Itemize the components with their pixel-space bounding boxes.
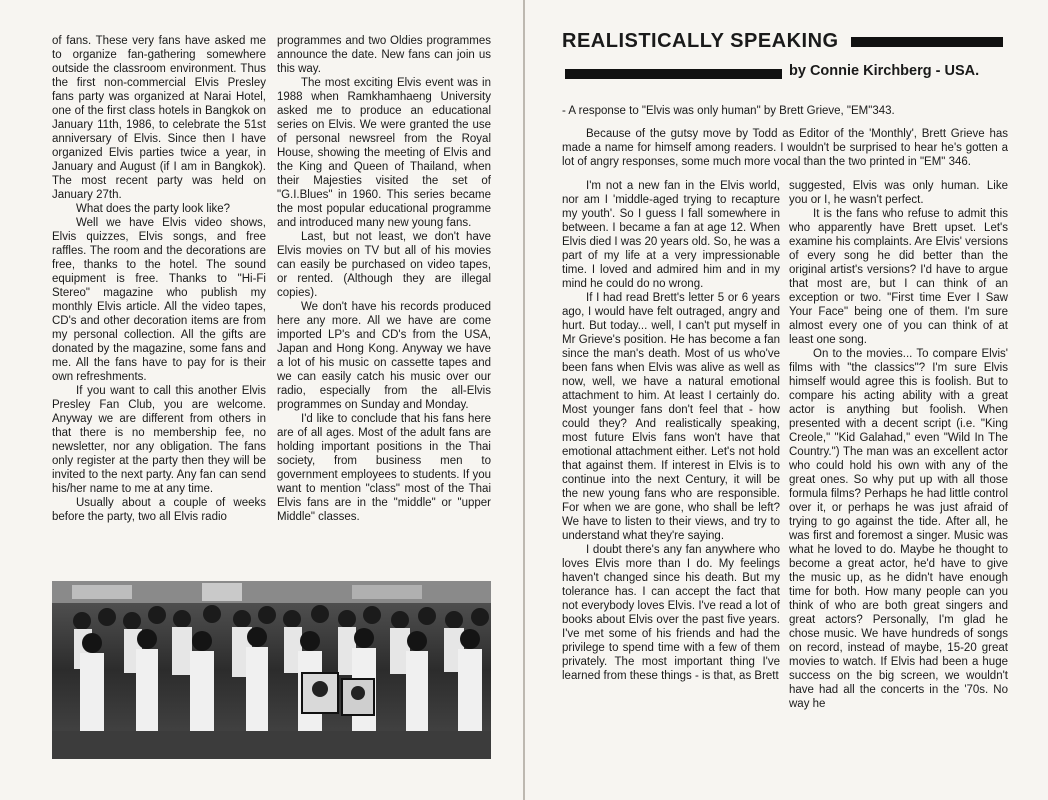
- paragraph: What does the party look like?: [76, 203, 231, 215]
- article-intro: - A response to "Elvis was only human" by Brett Grieve, "EM"343.: [562, 105, 895, 117]
- paragraph: suggested, Elvis was only human. Like you or I, he wasn't perfect.: [789, 180, 1008, 206]
- paragraph: If I had read Brett's letter 5 or 6 years ago, I would have felt outraged, angry and hurt. But today... well, I can't put myself in Mr Grieve's position. He has become a fan since the man's death. Most of us who've been fans when Elvis was alive as well as now, well, we have a natural emotional attachment to him. At least I certainly do. Most younger fans don't feel that - how could they? And realistically speaking, most future Elvis fans won't have that emotional attachment either. Let's not hold that against them. If interest in Elvis is to continue into the next Century, it will be the new young fans who are responsible. For when we are gone, who shall be left? We have to listen to their views, and try to understand what they're saying.: [562, 292, 780, 542]
- paragraph: Last, but not least, we don't have Elvis movies on TV but all of his movies can easily be purchased on video tapes, or rented. (Although they are illegal copies).: [277, 231, 491, 299]
- paragraph: We don't have his records produced here any more. All we have are come imported LP's and CD's from the USA, Japan and Hong Kong. Anyway we have a lot of his music on cassette tapes and we can easily catch his music over our radio, especially from the all-Elvis programmes on Sunday and Monday.: [277, 301, 491, 411]
- byline-rule: [565, 69, 782, 79]
- paragraph: Well we have Elvis video shows, Elvis quizzes, Elvis songs, and free raffles. The room and the decorations are free, thanks to the hotel. The sound equipment is free. Thanks to "Hi-Fi Stereo" magazine who publish my monthly Elvis article. All the video tapes, CD's and other decoration items are from my personal collection. All the gifts are donated by the magazine, some fans and me. All the fans have to pay for is their own refreshments.: [52, 217, 266, 383]
- paragraph: Usually about a couple of weeks before the party, two all Elvis radio: [52, 497, 266, 523]
- paragraph: of fans. These very fans have asked me to organize fan-gathering somewhere outside the classroom environment. Thus the first non-commercial Elvis Presley fans party was organized at Narai Hotel, one of the first class hotels in Bangkok on January 11th, 1986, to celebrate the 51st anniversary of Elvis. Since then I have organized Elvis parties twice a year, in January and August (if I am in Bangkok). The most recent party was held on January 27th.: [52, 35, 266, 201]
- title-rule: [851, 37, 1003, 47]
- paragraph: If you want to call this another Elvis Presley Fan Club, you are welcome. Anyway we are different from others in that there is no membership fee, no newsletter, nor any obligation. The fans only register at the party then they will be invited to the next party. Any fan can send his/her name to me at any time.: [52, 385, 266, 495]
- right-column-1: [562, 179, 780, 683]
- article-byline: by Connie Kirchberg - USA.: [789, 63, 980, 79]
- paragraph: I'm not a new fan in the Elvis world, nor am I 'middle-aged trying to recapture my youth'. So I guess I fall somewhere in between. I became a fan at age 12. When Elvis died I was 20 years old. So, he was a part of my life at a very impressionable time. I loved and admired him and in my mind he could do no wrong.: [562, 180, 780, 290]
- paragraph: It is the fans who refuse to admit this who apparently have Brett upset. Let's examine his complaints. Are Elvis' versions of every song he did better than the original artist's versions? I'd have to argue that most are, but I can think of an exception or two. "First time Ever I Saw Your Face" being one of them. I'm sure almost every one of you can think of at least one song.: [789, 208, 1008, 346]
- article-lead: Because of the gutsy move by Todd as Editor of the 'Monthly', Brett Grieve has made a name for himself among readers. I wouldn't be surprised to hear he's gotten a lot of angry responses, some much more vocal than the two printed in "EM" 346.: [562, 128, 1008, 168]
- paragraph: programmes and two Oldies programmes announce the date. New fans can join us this way.: [277, 35, 491, 75]
- paragraph: The most exciting Elvis event was in 1988 when Ramkhamhaeng University asked me to produce an educational series on Elvis. We were granted the use of personal newsreel from the Royal House, showing the meeting of Elvis and the King and Queen of Thailand, when their Majesties visited the set of "G.I.Blues" in 1960. This series became the most popular educational programme and introduced many new young fans.: [277, 77, 491, 229]
- paragraph: I'd like to conclude that his fans here are of all ages. Most of the adult fans are holding important positions in the Thai society, from business men to government employees to students. If you want to mention "class" most of the Thai Elvis fans are in the "middle" or "upper Middle" classes.: [277, 413, 491, 523]
- paragraph: On to the movies... To compare Elvis' films with "the classics"? I'm sure Elvis himself would agree this is foolish. But to compare his acting ability with a great actor is anything but foolish. When presented with a decent script (i.e. "King Creole," "Kid Galahad," even "Wild In The Country.") The man was an excellent actor who could hold his own with any of the great ones. So why put up with all those formula films? Perhaps he had little control over it, or perhaps he was just afraid of trying to go against the tide. After all, he was first and foremost a singer. Music was what he loved to do. Maybe he thought to become a great actor, he'd have to give the music up, as he didn't have enough time for both. How many people can you think of who are both great singers and great actors? Personally, I'm glad he chose music. We have hundreds of songs on record, instead of maybe, 15-20 great movies to watch. If Elvis had been a huge success on the big screen, we wouldn't have had all the concerts in the '70s. No way he: [789, 348, 1008, 710]
- paragraph: I doubt there's any fan anywhere who loves Elvis more than I do. My feelings haven't changed since his death. But my tolerance has. I can accept the fact that not everybody loves Elvis. I've read a lot of books about Elvis over the past five years. I've met some of his friends and had the privilege to spend time with a few of them privately. The most important thing I've learned from these things - is that, as Brett: [562, 544, 780, 682]
- right-column-2: [789, 179, 1008, 711]
- article-title: REALISTICALLY SPEAKING: [562, 30, 839, 52]
